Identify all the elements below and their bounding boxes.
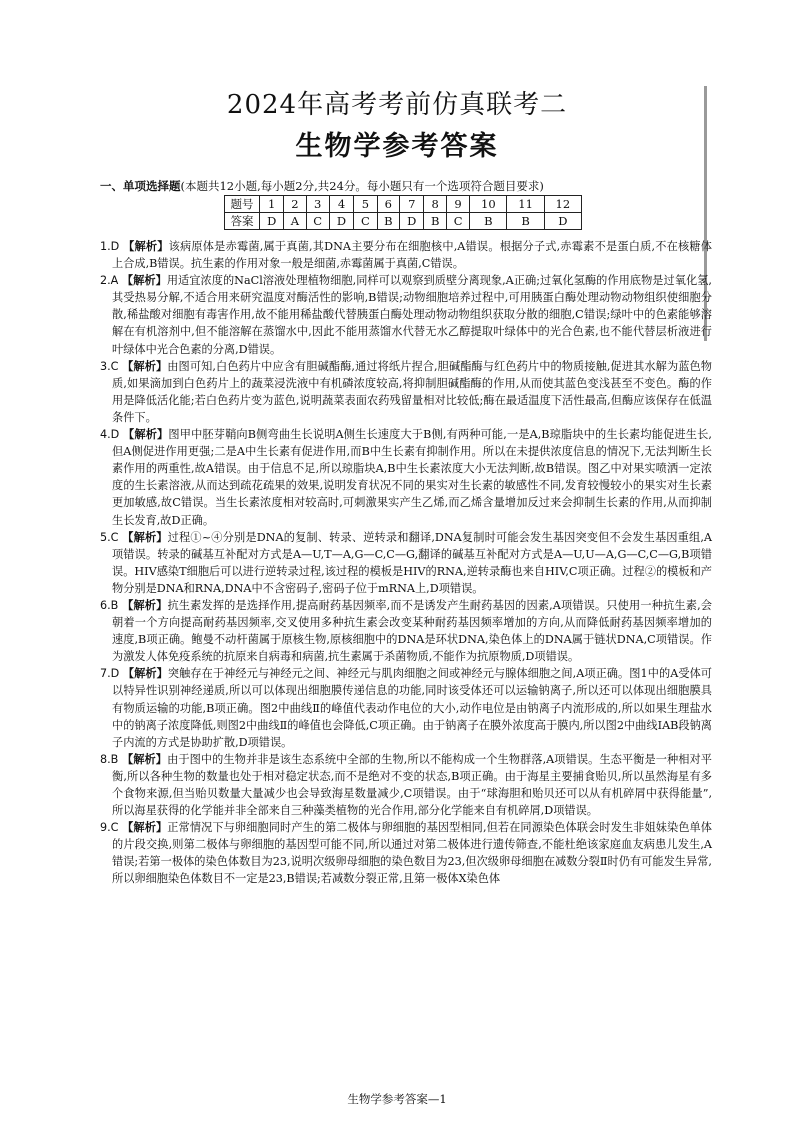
answer-key-title: 生物学参考答案 bbox=[295, 131, 499, 162]
question-number: 1 bbox=[260, 196, 284, 213]
question-number: 5 bbox=[354, 196, 377, 213]
explanation-item bbox=[100, 819, 712, 887]
answer-table-answer-row bbox=[225, 213, 582, 230]
item-text: 突触存在于神经元与神经元之间、神经元与肌肉细胞之间或神经元与腺体细胞之间,A项正确。图1中的A受体可以特异性识别神经递质,所以可以体现出细胞膜传递信息的功能,同时该受体还可以运输钠离子,所以还可以体现出细胞膜具有物质运输的功能,B项正确。图2中曲线Ⅱ的峰值代表动作电位的大小,动作电位是由钠离子内流形成的,所以如果生理盐水中的钠离子浓度降低,则图2中曲线Ⅱ的峰值也会降低,C项正确。由于钠离子在膜外浓度高于膜内,所以图2中曲线ⅠAB段钠离子内流的方式是协助扩散,D项错误。 bbox=[112, 667, 712, 749]
answer-cell: D bbox=[260, 213, 284, 230]
answer-cell: B bbox=[424, 213, 447, 230]
item-text: 由图可知,白色药片中应含有胆碱酯酶,通过将纸片捏合,胆碱酯酶与红色药片中的物质接触,促进其水解为蓝色物质,如果滴加到白色药片上的蔬菜浸洗液中有机磷浓度较高,将抑制胆碱酯酶的作用,从而使其蓝色变浅甚至不变色。酶的作用是降低活化能;若白色药片变为蓝色,说明蔬菜表面农药残留量相对比较低;酶在最适温度下活性最高,但酶应该保存在低温条件下。 bbox=[112, 359, 712, 424]
analysis-tag: 【解析】 bbox=[122, 666, 168, 681]
question-number: 10 bbox=[470, 196, 507, 213]
number-row-label: 题号 bbox=[225, 196, 260, 213]
answer-table bbox=[224, 195, 582, 230]
question-number: 11 bbox=[507, 196, 544, 213]
question-number: 2 bbox=[284, 196, 306, 213]
section-note: (本题共12小题,每小题2分,共24分。每小题只有一个选项符合题目要求) bbox=[180, 179, 544, 193]
question-number: 7 bbox=[400, 196, 424, 213]
question-number: 8 bbox=[424, 196, 447, 213]
question-number: 3 bbox=[306, 196, 329, 213]
analysis-tag: 【解析】 bbox=[122, 358, 168, 373]
analysis-tag: 【解析】 bbox=[122, 529, 168, 544]
explanation-item bbox=[100, 529, 712, 597]
question-number: 6 bbox=[377, 196, 400, 213]
analysis-tag: 【解析】 bbox=[122, 597, 168, 612]
answer-cell: C bbox=[306, 213, 329, 230]
explanation-item bbox=[100, 751, 712, 819]
item-text: 该病原体是赤霉菌,属于真菌,其DNA主要分布在细胞核中,A错误。根据分子式,赤霉素不是蛋白质,不在核糖体上合成,B错误。抗生素的作用对象一般是细菌,赤霉菌属于真菌,C错误。 bbox=[112, 240, 712, 271]
explanation-item bbox=[100, 358, 712, 426]
answer-cell: C bbox=[446, 213, 469, 230]
item-number: 3.C bbox=[100, 359, 119, 373]
item-text: 图甲中胚芽鞘向B侧弯曲生长说明A侧生长速度大于B侧,有两种可能,一是A,B琼脂块中的生长素均能促进生长,但A侧促进作用更强;二是A中生长素有促进作用,而B中生长素有抑制作用。所以在未提供浓度信息的情况下,无法判断生长素作用的两重性,故A错误。由于信息不足,所以琼脂块A,B中生长素浓度大小无法判断,故B错误。图乙中对果实喷洒一定浓度的生长素溶液,从而达到疏花疏果的效果,说明发育状况不同的果实对生长素的敏感性不同,发育较慢较小的果实对生长素更加敏感,故C错误。当生长素浓度相对较高时,可刺激果实产生乙烯,而乙烯含量增加反过来会抑制生长素的作用,从而抑制生长发育,故D正确。 bbox=[112, 428, 712, 527]
item-text: 抗生素发挥的是选择作用,提高耐药基因频率,而不是诱发产生耐药基因的因素,A项错误。只使用一种抗生素,会朝着一个方向提高耐药基因频率,交叉使用多种抗生素会改变某种耐药基因频率增加的方向,从而降低耐药基因频率增加的速度,B项正确。鲍曼不动杆菌属于原核生物,原核细胞中的DNA是环状DNA,染色体上的DNA属于链状DNA,C项错误。作为激发人体免疫系统的抗原来自病毒和病菌,抗生素属于杀菌物质,不能作为抗原物质,D项错误。 bbox=[112, 598, 712, 664]
answer-cell: B bbox=[377, 213, 400, 230]
question-number: 12 bbox=[544, 196, 581, 213]
analysis-tag: 【解析】 bbox=[123, 239, 169, 253]
explanation-item bbox=[100, 272, 712, 357]
item-text: 用适宜浓度的NaCl溶液处理植物细胞,同样可以观察到质壁分离现象,A正确;过氧化氢酶的作用底物是过氧化氢,其受热易分解,不适合用来研究温度对酶活性的影响,B错误;动物细胞培养过程中,可用胰蛋白酶处理动物动物组织使细胞分散,稀盐酸对细胞有毒害作用,故不能用稀盐酸代替胰蛋白酶处理动物动物组织获取分散的细胞,C错误;绿叶中的色素能够溶解在有机溶剂中,但不能溶解在蒸馏水中,因此不能用蒸馏水代替无水乙醇提取叶绿体中的光合色素,也不能代替层析液进行叶绿体中光合色素的分离,D错误。 bbox=[112, 274, 712, 356]
item-text: 过程①~④分别是DNA的复制、转录、逆转录和翻译,DNA复制时可能会发生基因突变但不会发生基因重组,A项错误。转录的碱基互补配对方式是A—U,T—A,G—C,C—G,翻译的碱基互补配对方式是A—U,U—A,G—C,C—G,B项错误。HIV感染T细胞后可以进行逆转录过程,该过程的模板是HIV的RNA,逆转录酶也来自HIV,C项正确。过程②的模板和产物分别是DNA和RNA,DNA中不含密码子,密码子位于mRNA上,D项错误。 bbox=[112, 530, 712, 595]
answer-cell: D bbox=[329, 213, 353, 230]
item-text: 正常情况下与卵细胞同时产生的第二极体与卵细胞的基因型相同,但若在同源染色体联会时发生非姐妹染色单体的片段交换,则第二极体与卵细胞的基因型可能不同,所以通过对第二极体进行遗传筛查,不能杜绝该家庭血友病患儿发生,A错误;若第一极体的染色体数目为23,说明次级卵母细胞的染色数目为23,但次级卵母细胞在减数分裂Ⅱ时仍有可能发生异常,所以卵细胞染色体数目不一定是23,B错误;若减数分裂正常,且第一极体X染色体 bbox=[112, 821, 712, 886]
item-number: 5.C bbox=[100, 530, 119, 544]
answer-cell: C bbox=[354, 213, 377, 230]
item-number: 6.B bbox=[100, 598, 119, 612]
analysis-tag: 【解析】 bbox=[122, 820, 168, 835]
explanation-item bbox=[100, 665, 712, 750]
answer-table-number-row bbox=[225, 196, 582, 213]
answer-row-label: 答案 bbox=[225, 213, 260, 230]
section-heading bbox=[100, 178, 544, 194]
exam-title: 2024年高考考前仿真联考二 bbox=[226, 90, 568, 120]
answer-cell: D bbox=[544, 213, 581, 230]
item-number: 2.A bbox=[100, 274, 119, 288]
question-number: 4 bbox=[329, 196, 353, 213]
analysis-tag: 【解析】 bbox=[121, 273, 167, 288]
question-number: 9 bbox=[446, 196, 469, 213]
answer-cell: A bbox=[284, 213, 306, 230]
item-number: 9.C bbox=[100, 821, 119, 835]
answer-cell: B bbox=[470, 213, 507, 230]
analysis-tag: 【解析】 bbox=[123, 427, 169, 442]
page-footer: 生物学参考答案—1 bbox=[347, 1092, 447, 1106]
answer-cell: D bbox=[400, 213, 424, 230]
explanation-item bbox=[100, 597, 712, 665]
explanations bbox=[100, 238, 712, 888]
item-number: 1.D bbox=[100, 240, 120, 253]
explanation-item bbox=[100, 426, 712, 529]
section-label: 一、单项选择题 bbox=[100, 179, 181, 193]
answer-cell: B bbox=[507, 213, 544, 230]
explanation-item bbox=[100, 238, 712, 272]
analysis-tag: 【解析】 bbox=[122, 751, 168, 766]
item-number: 4.D bbox=[100, 428, 120, 442]
item-number: 8.B bbox=[100, 752, 119, 766]
item-number: 7.D bbox=[100, 667, 120, 681]
item-text: 由于图中的生物并非是该生态系统中全部的生物,所以不能构成一个生物群落,A项错误。生态平衡是一种相对平衡,所以各种生物的数量也处于相对稳定状态,而不是绝对不变的状态,B项正确。由于海星主要捕食贻贝,所以虽然海星有多个食物来源,但当贻贝数量大量减少也会导致海星数量减少,C项错误。由于“球海胆和贻贝还可以从有机碎屑中获得能量”,所以海星获得的化学能并非全部来自三种藻类植物的光合作用,部分化学能来自有机碎屑,D项错误。 bbox=[112, 752, 712, 818]
